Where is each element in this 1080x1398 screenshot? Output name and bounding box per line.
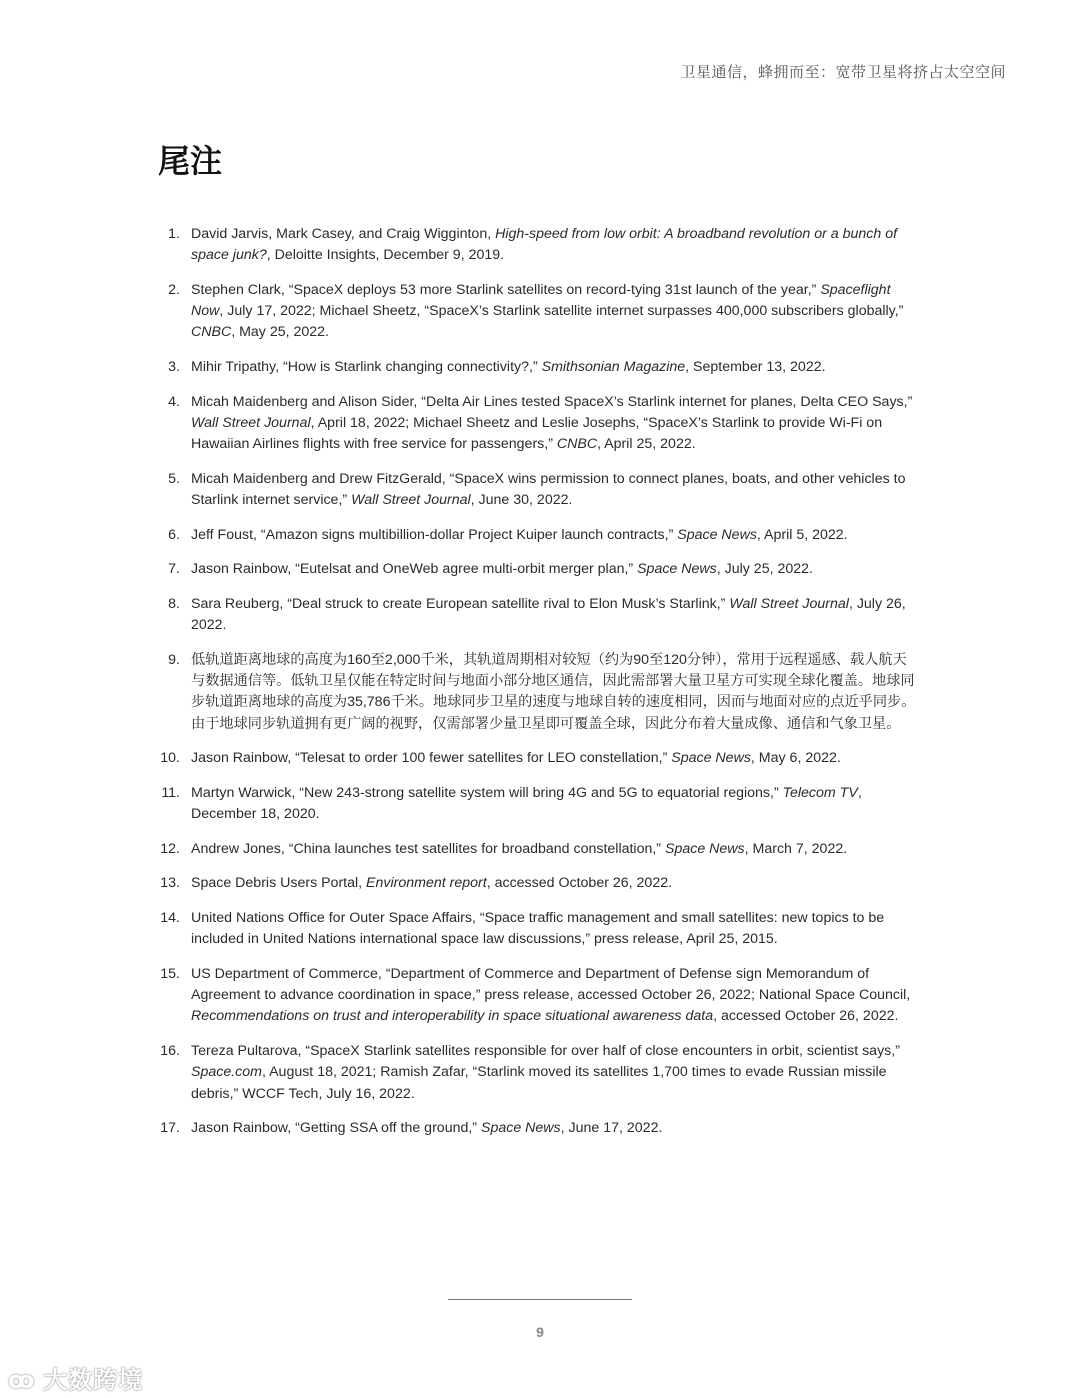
endnote-item [158, 908, 918, 951]
citation-text: , June 30, 2022. [470, 492, 573, 509]
page-title: 尾注 [158, 143, 223, 179]
endnote-item [158, 280, 918, 344]
citation-text: US Department of Commerce, “Department of Commerce and Department of Defense sign Memorandum of Agreement to advance coordination in space,” press release, accessed October 26, 2022; National Space Council, [191, 965, 911, 1004]
endnote-number: 16. [160, 1043, 180, 1060]
footer-divider [448, 1299, 632, 1300]
endnote-number: 15. [160, 965, 180, 982]
publication-title: CNBC [191, 324, 232, 341]
citation-text: Micah Maidenberg and Drew FitzGerald, “SpaceX wins permission to connect planes, boats, and other vehicles to Starlink internet service,” [191, 470, 906, 509]
endnote-item [158, 1041, 918, 1105]
citation-text: Mihir Tripathy, “How is Starlink changing connectivity?,” [191, 359, 542, 376]
endnote-text [191, 748, 918, 769]
citation-text: Martyn Warwick, “New 243-strong satellite system will bring 4G and 5G to equatorial regions,” [191, 784, 783, 801]
endnote-text [191, 1118, 918, 1139]
citation-text: Jason Rainbow, “Getting SSA off the ground,” [191, 1120, 481, 1137]
endnote-item [158, 469, 918, 512]
publication-title: Wall Street Journal [729, 595, 849, 612]
endnote-text [191, 1041, 918, 1105]
endnote-text [191, 280, 918, 344]
publication-title: Space News [637, 561, 717, 578]
endnote-number: 11. [161, 784, 180, 801]
endnote-number: 17. [160, 1120, 180, 1137]
endnote-number: 4. [168, 393, 180, 410]
endnote-item [158, 783, 918, 826]
endnote-item [158, 357, 918, 378]
endnotes-list [158, 224, 918, 1153]
citation-text: Jason Rainbow, “Eutelsat and OneWeb agree multi-orbit merger plan,” [191, 561, 638, 578]
endnote-text [191, 964, 918, 1028]
citation-text: Sara Reuberg, “Deal struck to create European satellite rival to Elon Musk’s Starlink,” [191, 595, 730, 612]
citation-text: , July 25, 2022. [716, 561, 813, 578]
publication-title: Recommendations on trust and interoperability in space situational awareness data [191, 1008, 714, 1025]
citation-text: , accessed October 26, 2022. [486, 875, 673, 892]
publication-title: Space News [677, 526, 757, 543]
endnote-number: 12. [160, 840, 180, 857]
watermark-logo: ꝏ 大数跨境 [8, 1367, 144, 1394]
publication-title: Spaceflight Now [191, 281, 891, 320]
endnote-number: 6. [168, 526, 180, 543]
endnote-number: 1. [168, 226, 180, 242]
endnote-item [158, 224, 918, 267]
publication-title: Space.com [191, 1064, 262, 1081]
citation-text: , December 18, 2020. [191, 784, 862, 823]
endnote-number: 8. [168, 595, 180, 612]
publication-title: Smithsonian Magazine [541, 359, 686, 376]
endnote-text [191, 783, 918, 826]
endnote-number: 10. [160, 750, 180, 767]
running-header: 卫星通信，蜂拥而至：宽带卫星将挤占太空空间 [680, 64, 1006, 81]
endnote-item [158, 964, 918, 1028]
endnote-number: 14. [160, 909, 180, 926]
citation-text: , July 17, 2022; Michael Sheetz, “SpaceX’s Starlink satellite internet surpasses 400,000 subscribers globally,” [219, 303, 904, 320]
endnote-text [191, 650, 918, 735]
citation-text: , accessed October 26, 2022. [713, 1008, 899, 1025]
endnote-text [191, 224, 918, 267]
endnote-text [191, 908, 918, 951]
citation-text: Jeff Foust, “Amazon signs multibillion-dollar Project Kuiper launch contracts,” [191, 526, 678, 543]
publication-title: Environment report [366, 875, 487, 892]
endnote-text [191, 525, 918, 546]
endnote-text [191, 873, 918, 894]
citation-text: , April 25, 2022. [597, 436, 696, 453]
endnote-item [158, 392, 918, 456]
citation-text: Tereza Pultarova, “SpaceX Starlink satellites responsible for over half of close encounters in orbit, scientist says,” [191, 1043, 900, 1060]
publication-title: Space News [664, 840, 745, 857]
endnote-item [158, 594, 918, 637]
endnote-number: 13. [160, 875, 180, 892]
endnote-item [158, 650, 918, 735]
citation-text: , April 5, 2022. [756, 526, 848, 543]
endnote-text [191, 469, 918, 512]
citation-text: , July 26, 2022. [191, 595, 906, 634]
citation-text: , September 13, 2022. [685, 359, 826, 376]
citation-text: , August 18, 2021; Ramish Zafar, “Starlink moved its satellites 1,700 times to evade Russian missile debris,” WCCF Tech, July 16, 2022. [191, 1064, 887, 1102]
citation-text: Space Debris Users Portal, [191, 875, 367, 892]
citation-text: David Jarvis, Mark Casey, and Craig Wigginton, [191, 226, 496, 242]
endnote-number: 2. [168, 281, 180, 298]
endnote-text [191, 357, 918, 378]
citation-text: , March 7, 2022. [744, 840, 848, 857]
endnote-text [191, 594, 918, 637]
endnote-item [158, 873, 918, 894]
publication-title: Telecom TV [782, 784, 858, 801]
citation-text: , June 17, 2022. [560, 1120, 663, 1137]
publication-title: Space News [671, 750, 751, 767]
endnote-number: 9. [168, 651, 180, 668]
publication-title: Wall Street Journal [351, 492, 471, 509]
citation-text: United Nations Office for Outer Space Affairs, “Space traffic management and small satellites: new topics to be included in United Nations international space law discussions,” press release, April 25, 2015. [191, 909, 885, 948]
endnote-item [158, 839, 918, 860]
endnote-number: 7. [168, 561, 180, 578]
endnote-text [191, 839, 918, 860]
endnote-item [158, 1118, 918, 1139]
citation-text: Jason Rainbow, “Telesat to order 100 fewer satellites for LEO constellation,” [191, 750, 672, 767]
citation-text: , May 6, 2022. [750, 750, 841, 767]
publication-title: CNBC [556, 436, 598, 453]
endnote-number: 5. [168, 470, 180, 487]
citation-text: , April 18, 2022; Michael Sheetz and Leslie Josephs, “SpaceX’s Starlink to provide Wi-Fi on Hawaiian Airlines flights with free service for passengers,” [191, 414, 883, 453]
endnote-item [158, 748, 918, 769]
endnote-text [191, 392, 918, 456]
citation-text: Stephen Clark, “SpaceX deploys 53 more Starlink satellites on record-tying 31st launch of the year,” [191, 281, 821, 298]
endnote-number: 3. [168, 359, 180, 376]
endnote-text [191, 559, 918, 580]
citation-text: , May 25, 2022. [231, 324, 329, 341]
page-number: 9 [536, 1324, 544, 1340]
citation-text: Micah Maidenberg and Alison Sider, “Delta Air Lines tested SpaceX’s Starlink internet for planes, Delta CEO Says,” [191, 393, 913, 410]
endnote-item [158, 559, 918, 580]
citation-text: , Deloitte Insights, December 9, 2019. [266, 247, 505, 264]
citation-text: 低轨道距离地球的高度为160至2,000千米，其轨道周期相对较短（约为90至120分钟），常用于远程遥感、载人航天与数据通信等。低轨卫星仅能在特定时间与地面小部分地区通信，因此需部署大量卫星方可实现全球化覆盖。地球同步轨道距离地球的高度为35,786千米。地球同步卫星的速度与地球自转的速度相同，因而与地面对应的点近乎同步。由于地球同步轨道拥有更广阔的视野，仅需部署少量卫星即可覆盖全球，因此分布着大量成像、通信和气象卫星。 [191, 651, 916, 732]
publication-title: Wall Street Journal [191, 414, 311, 431]
publication-title: Space News [480, 1120, 561, 1137]
publication-title: High-speed from low orbit: A broadband revolution or a bunch of space junk? [191, 226, 898, 264]
citation-text: Andrew Jones, “China launches test satellites for broadband constellation,” [191, 840, 665, 857]
endnote-item [158, 525, 918, 546]
